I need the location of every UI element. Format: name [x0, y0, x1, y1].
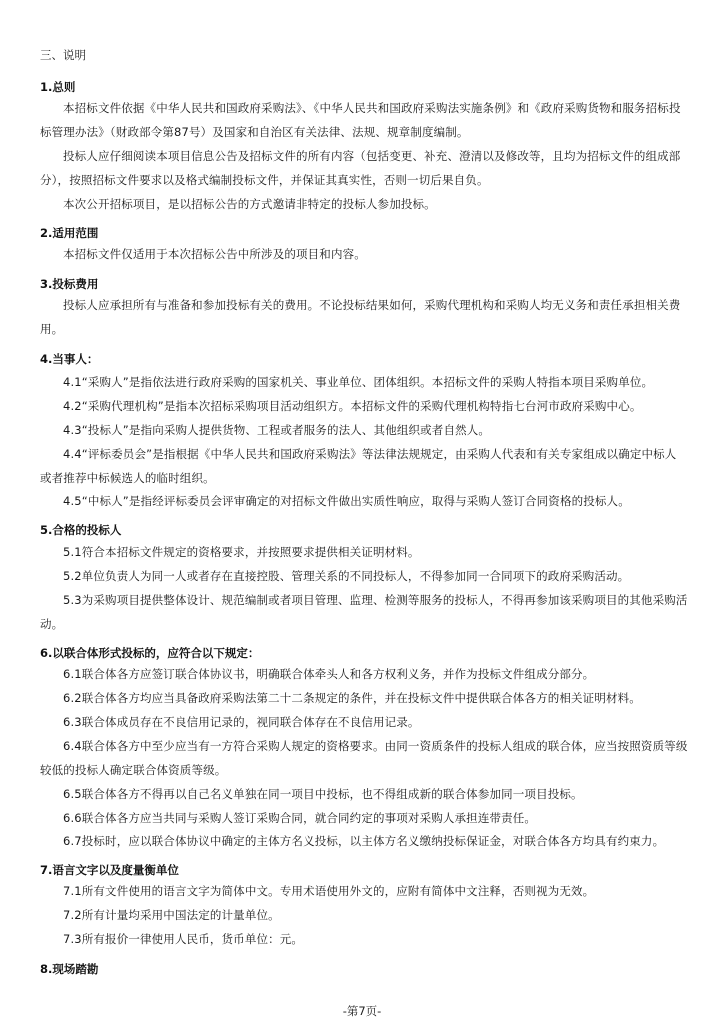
list-item: 4.4“评标委员会”是指根据《中华人民共和国政府采购法》等法律法规规定，由采购人代表和有关专家组成以确定中标人或者推荐中标候选人的临时组织。	[40, 447, 677, 485]
list-item: 7.2所有计量均采用中国法定的计量单位。	[63, 908, 280, 922]
section-heading: 6.以联合体形式投标的，应符合以下规定：	[40, 646, 260, 660]
list-item: 6.4联合体各方中至少应当有一方符合采购人规定的资格要求。由同一资质条件的投标人组成的联合体，应当按照资质等级较低的投标人确定联合体资质等级。	[40, 739, 688, 777]
section-paragraph: 本次公开招标项目，是以招标公告的方式邀请非特定的投标人参加投标。	[63, 197, 436, 211]
list-item: 4.2“采购代理机构”是指本次招标采购项目活动组织方。本招标文件的采购代理机构特指七台河市政府采购中心。	[63, 399, 642, 413]
list-item: 6.1联合体各方应签订联合体协议书，明确联合体牵头人和各方权利义务，并作为投标文件组成分部分。	[63, 667, 595, 681]
section-heading: 1.总则	[40, 80, 76, 94]
list-item: 6.2联合体各方均应当具备政府采购法第二十二条规定的条件，并在投标文件中提供联合体各方的相关证明材料。	[63, 691, 641, 705]
section-heading: 7.语言文字以及度量衡单位	[40, 863, 179, 877]
section-heading: 5.合格的投标人	[40, 523, 122, 537]
list-item: 6.5联合体各方不得再以自己名义单独在同一项目中投标，也不得组成新的联合体参加同一项目投标。	[63, 787, 583, 801]
list-item: 7.3所有报价一律使用人民币，货币单位：元。	[63, 932, 304, 946]
list-item: 6.3联合体成员存在不良信用记录的，视同联合体存在不良信用记录。	[63, 715, 420, 729]
section-heading: 3.投标费用	[40, 277, 99, 291]
section-paragraph: 投标人应承担所有与准备和参加投标有关的费用。不论投标结果如何，采购代理机构和采购人均无义务和责任承担相关费用。	[40, 298, 681, 336]
section-heading: 2.适用范围	[40, 226, 99, 240]
list-item: 5.1符合本招标文件规定的资格要求，并按照要求提供相关证明材料。	[63, 545, 420, 559]
section-paragraph: 本招标文件仅适用于本次招标公告中所涉及的项目和内容。	[63, 247, 366, 261]
list-item: 6.6联合体各方应当共同与采购人签订采购合同，就合同约定的事项对采购人承担连带责任。	[63, 811, 537, 825]
list-item: 4.3“投标人”是指向采购人提供货物、工程或者服务的法人、其他组织或者自然人。	[63, 423, 491, 437]
page-number: -第7页-	[342, 1004, 382, 1018]
list-item: 5.2单位负责人为同一人或者存在直接控股、管理关系的不同投标人，不得参加同一合同项下的政府采购活动。	[63, 569, 630, 583]
section-paragraph: 本招标文件依据《中华人民共和国政府采购法》、《中华人民共和国政府采购法实施条例》和《政府采购货物和服务招标投标管理办法》（财政部令第87号）及国家和自治区有关法律、法规、规章制度编制。	[40, 101, 681, 139]
part-title: 三、说明	[40, 48, 86, 62]
list-item: 7.1所有文件使用的语言文字为简体中文。专用术语使用外文的，应附有简体中文注释，否则视为无效。	[63, 884, 595, 898]
list-item: 6.7投标时，应以联合体协议中确定的主体方名义投标，以主体方名义缴纳投标保证金，对联合体各方均具有约束力。	[63, 834, 665, 848]
section-paragraph: 投标人应仔细阅读本项目信息公告及招标文件的所有内容（包括变更、补充、澄清以及修改等，且均为招标文件的组成部分），按照招标文件要求以及格式编制投标文件，并保证其真实性，否则一切后果自负。	[40, 149, 681, 187]
list-item: 4.5“中标人”是指经评标委员会评审确定的对招标文件做出实质性响应，取得与采购人签订合同资格的投标人。	[63, 494, 630, 508]
section-heading: 8.现场踏勘	[40, 962, 99, 976]
section-heading: 4.当事人：	[40, 352, 99, 366]
list-item: 5.3为采购项目提供整体设计、规范编制或者项目管理、监理、检测等服务的投标人，不得再参加该采购项目的其他采购活动。	[40, 593, 688, 631]
list-item: 4.1“采购人”是指依法进行政府采购的国家机关、事业单位、团体组织。本招标文件的采购人特指本项目采购单位。	[63, 375, 654, 389]
